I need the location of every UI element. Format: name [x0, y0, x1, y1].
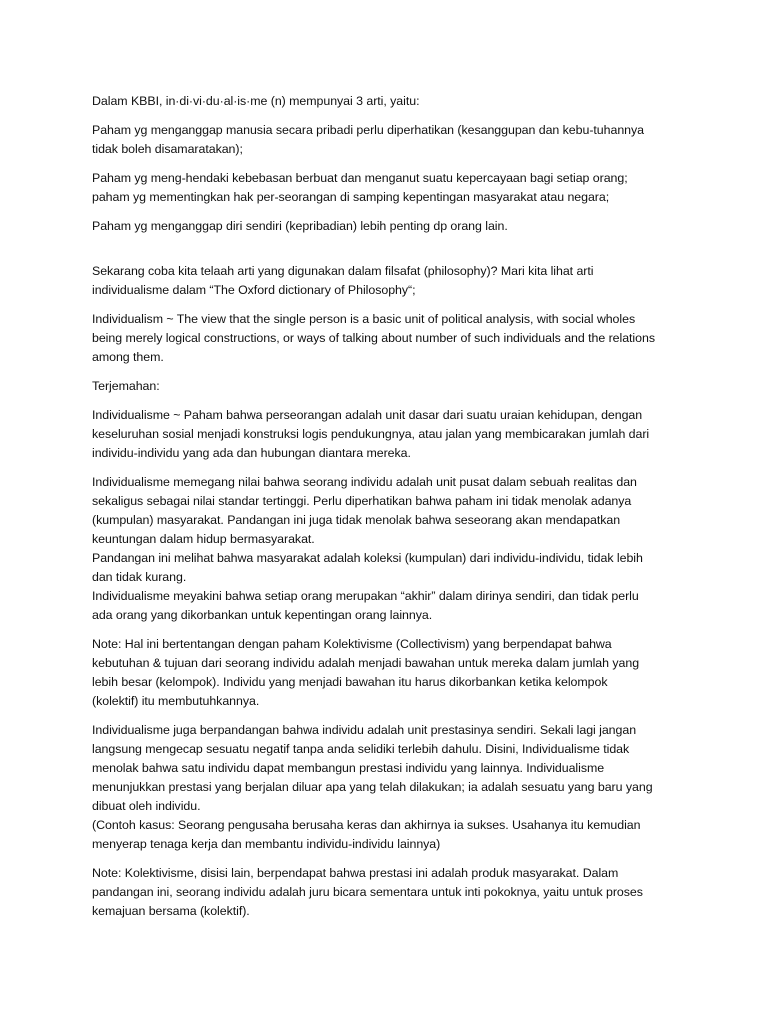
- text-line: (Contoh kasus: Seorang pengusaha berusaha keras dan akhirnya ia sukses. Usahanya itu kemudian: [92, 818, 641, 832]
- text-line: keuntungan dalam hidup bermasyarakat.: [92, 532, 315, 546]
- text-line: menunjukkan prestasi yang berjalan diluar apa yang telah dilakukan; ia adalah sesuatu yang baru yang: [92, 780, 653, 794]
- text-line: Paham yg menganggap diri sendiri (kepribadian) lebih penting dp orang lain.: [92, 219, 508, 233]
- text-line: individualisme dalam “The Oxford dictionary of Philosophy“;: [92, 283, 416, 297]
- paragraph-kbbi-intro: [92, 92, 698, 111]
- paragraph-definition-2: [92, 169, 698, 207]
- text-line: kemajuan bersama (kolektif).: [92, 904, 250, 918]
- text-line: sekaligus sebagai nilai standar tertinggi. Perlu diperhatikan bahwa paham ini tidak menolak adanya: [92, 494, 632, 508]
- paragraph-translation: [92, 406, 698, 463]
- text-line: Individualisme memegang nilai bahwa seorang individu adalah unit pusat dalam sebuah realitas dan: [92, 475, 637, 489]
- text-line: tidak boleh disamaratakan);: [92, 142, 243, 156]
- text-line: dan tidak kurang.: [92, 570, 187, 584]
- text-line: paham yg mementingkan hak per-seorangan di samping kepentingan masyarakat atau negara;: [92, 190, 610, 204]
- text-line: Paham yg menganggap manusia secara pribadi perlu diperhatikan (kesanggupan dan kebu-tuhannya: [92, 123, 644, 137]
- text-line: individu-individu yang ada dan hubungan diantara mereka.: [92, 446, 411, 460]
- text-line: lebih besar (kelompok). Individu yang menjadi bawahan itu harus dikorbankan ketika kelompok: [92, 675, 608, 689]
- text-line: Note: Hal ini bertentangan dengan paham Kolektivisme (Collectivism) yang berpendapat bahwa: [92, 637, 612, 651]
- text-line: Individualisme ~ Paham bahwa perseorangan adalah unit dasar dari suatu uraian kehidupan, dengan: [92, 408, 643, 422]
- text-line: Individualisme juga berpandangan bahwa individu adalah unit prestasinya sendiri. Sekali lagi jangan: [92, 723, 637, 737]
- paragraph-oxford-definition: [92, 310, 698, 367]
- paragraph-definition-3: [92, 217, 698, 236]
- text-line: dibuat oleh individu.: [92, 799, 201, 813]
- text-line: Terjemahan:: [92, 379, 160, 393]
- text-line: Individualism ~ The view that the single person is a basic unit of political analysis, with social wholes: [92, 312, 636, 326]
- paragraph-philosophy-intro: [92, 262, 698, 300]
- paragraph-definition-1: [92, 121, 698, 159]
- paragraph-individualism-values: [92, 473, 698, 625]
- text-line: Individualisme meyakini bahwa setiap orang merupakan “akhir” dalam dirinya sendiri, dan tidak perlu: [92, 589, 639, 603]
- text-line: pandangan ini, seorang individu adalah juru bicara sementara untuk inti pokoknya, yaitu untuk proses: [92, 885, 643, 899]
- text-line: langsung mengecap sesuatu negatif tanpa anda selidiki terlebih dahulu. Disini, Individualisme tidak: [92, 742, 630, 756]
- text-line: (kolektif) itu membutuhkannya.: [92, 694, 260, 708]
- text-line: kebutuhan & tujuan dari seorang individu adalah menjadi bawahan untuk mereka dalam jumlah yang: [92, 656, 640, 670]
- text-line: Paham yg meng-hendaki kebebasan berbuat dan menganut suatu kepercayaan bagi setiap orang;: [92, 171, 628, 185]
- text-line: menyerap tenaga kerja dan membantu individu-individu lainnya): [92, 837, 441, 851]
- text-line: keseluruhan sosial menjadi konstruksi logis pendukungnya, atau jalan yang membicarakan jumlah dari: [92, 427, 650, 441]
- text-line: ada orang yang dikorbankan untuk kepentingan orang lainnya.: [92, 608, 433, 622]
- text-line: among them.: [92, 350, 164, 364]
- text-line: Pandangan ini melihat bahwa masyarakat adalah koleksi (kumpulan) dari individu-individu, tidak lebih: [92, 551, 643, 565]
- text-line: (kumpulan) masyarakat. Pandangan ini juga tidak menolak bahwa seseorang akan mendapatkan: [92, 513, 621, 527]
- paragraph-note-collective-achievement: [92, 864, 698, 921]
- paragraph-translation-heading: [92, 377, 698, 396]
- text-line: Sekarang coba kita telaah arti yang digunakan dalam filsafat (philosophy)? Mari kita lihat arti: [92, 264, 594, 278]
- text-line: being merely logical constructions, or ways of talking about number of such individuals and the relations: [92, 331, 655, 345]
- text-line: Dalam KBBI, in·di·vi·du·al·is·me (n) mempunyai 3 arti, yaitu:: [92, 94, 420, 108]
- paragraph-note-collectivism: [92, 635, 698, 711]
- text-line: menolak bahwa satu individu dapat membangun prestasi individu yang lainnya. Individualisme: [92, 761, 605, 775]
- paragraph-individual-achievement: [92, 721, 698, 854]
- text-line: Note: Kolektivisme, disisi lain, berpendapat bahwa prestasi ini adalah produk masyarakat. Dalam: [92, 866, 619, 880]
